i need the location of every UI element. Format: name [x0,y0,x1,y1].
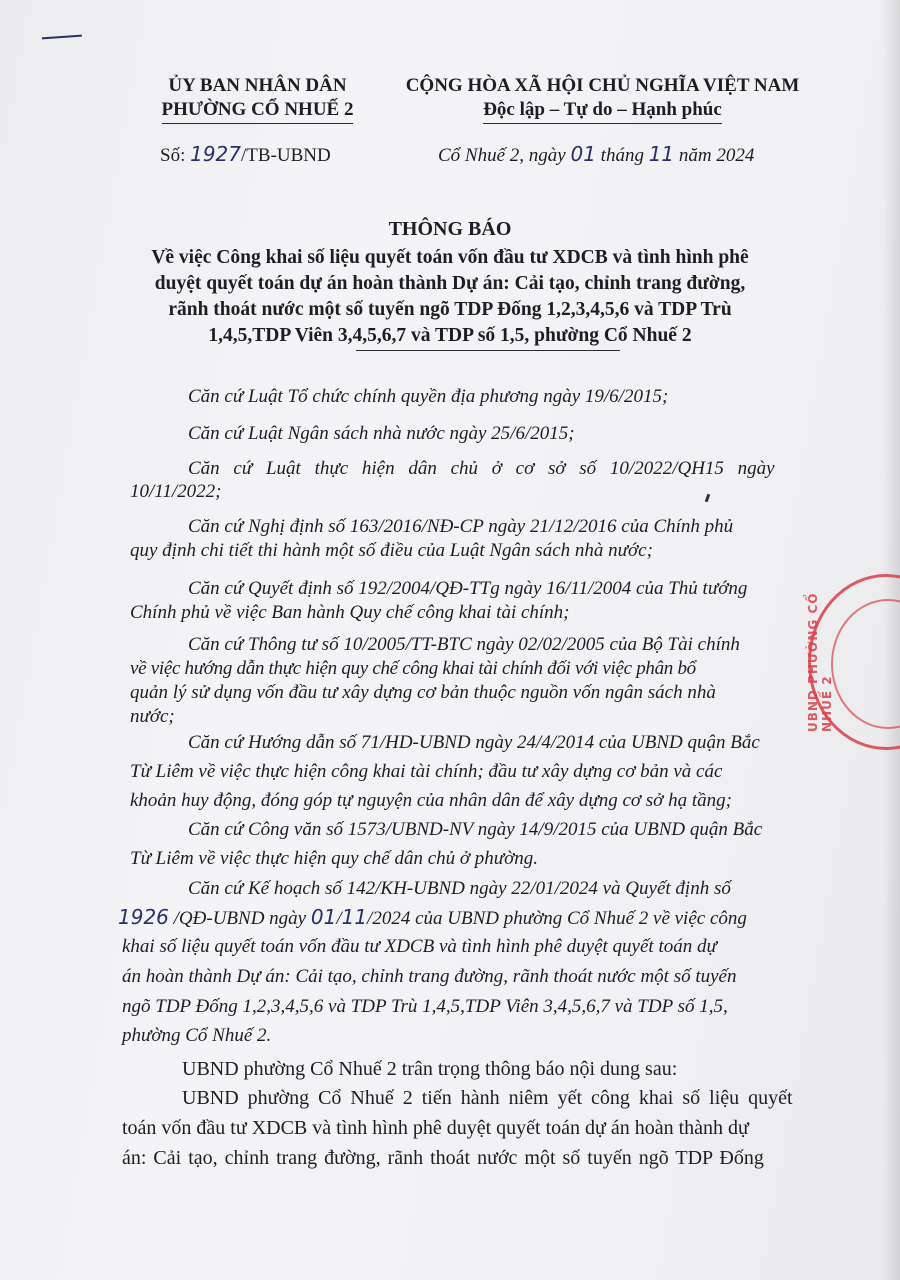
basis-line: Căn cứ Nghị định số 163/2016/NĐ-CP ngày 21/12/2016 của Chính phủ [188,516,734,537]
subtitle-line-2: duyệt quyết toán dự án hoàn thành Dự án: Cải tạo, chỉnh trang đường, [154,273,746,294]
basis-line: Chính phủ về việc Ban hành Quy chế công khai tài chính; [130,602,570,623]
document-title: THÔNG BÁO [388,218,512,240]
basis-line: khoản huy động, đóng góp tự nguyện của nhân dân để xây dựng cơ sở hạ tầng; [130,790,732,811]
state-name: CỘNG HÒA XÃ HỘI CHỦ NGHĨA VIỆT NAM [405,75,800,96]
decision-number-handwritten: 1926 [118,905,169,929]
date-mid: tháng [600,145,644,166]
basis-line: 10/11/2022; [130,481,222,502]
decision-line [118,905,747,930]
basis-cont-line: án hoàn thành Dự án: Cải tạo, chỉnh trang đường, rãnh thoát nước một số tuyến [122,966,737,987]
title-underline [356,350,620,351]
decision-mid: /QĐ-UBND ngày [173,908,307,929]
basis-line: quy định chi tiết thi hành một số điều của Luật Ngân sách nhà nước; [130,540,653,561]
basis-line: về việc hướng dẫn thực hiện quy chế công khai tài chính đối với việc phân bổ [130,658,696,679]
number-prefix: Số: [160,145,186,166]
subtitle-line-3: rãnh thoát nước một số tuyến ngõ TDP Đống 1,2,3,4,5,6 và TDP Trù [168,299,732,320]
subtitle-line-4: 1,4,5,TDP Viên 3,4,5,6,7 và TDP số 1,5, phường Cổ Nhuế 2 [208,325,692,346]
basis-line: Căn cứ Kế hoạch số 142/KH-UBND ngày 22/01/2024 và Quyết định số [188,878,731,899]
document-date [438,142,754,167]
decision-sep: / [336,908,342,929]
notice-line: án: Cải tạo, chỉnh trang đường, rãnh thoát nước một số tuyến ngõ TDP Đống [122,1147,764,1169]
basis-line: Căn cứ Luật Ngân sách nhà nước ngày 25/6/2015; [188,423,575,444]
notice-intro: UBND phường Cổ Nhuế 2 trân trọng thông báo nội dung sau: [182,1058,678,1080]
document-number [160,142,331,167]
stamp-text: UBND PHƯỜNG CỔ NHUẾ 2 [806,592,834,732]
org-ward-text: PHƯỜNG CỔ NHUẾ 2 [162,98,354,124]
decision-tail: /2024 của UBND phường Cổ Nhuế 2 về việc công [367,908,747,929]
date-suffix: năm 2024 [678,145,755,166]
basis-cont-line: khai số liệu quyết toán vốn đầu tư XDCB và tình hình phê duyệt quyết toán dự [122,936,717,957]
pen-mark [42,35,82,44]
basis-line: Căn cứ Luật Tổ chức chính quyền địa phương ngày 19/6/2015; [188,386,669,407]
number-suffix: /TB-UBND [241,145,331,166]
basis-cont-line: phường Cổ Nhuế 2. [122,1025,272,1046]
basis-line: nước; [130,706,175,727]
basis-line: Căn cứ Luật thực hiện dân chủ ở cơ sở số 10/2022/QH15 ngày [188,458,775,479]
basis-line: Căn cứ Công văn số 1573/UBND-NV ngày 14/9/2015 của UBND quận Bắc [188,819,763,840]
subtitle-line-1: Về việc Công khai số liệu quyết toán vốn đầu tư XDCB và tình hình phê [151,247,749,268]
notice-line: toán vốn đầu tư XDCB và tình hình phê duyệt quyết toán dự án hoàn thành dự [122,1117,749,1139]
basis-cont-line: ngõ TDP Đống 1,2,3,4,5,6 và TDP Trù 1,4,5,TDP Viên 3,4,5,6,7 và TDP số 1,5, [122,996,728,1017]
ink-tick [705,494,711,503]
basis-line: Căn cứ Quyết định số 192/2004/QĐ-TTg ngày 16/11/2004 của Thủ tướng [188,578,748,599]
date-prefix: Cổ Nhuế 2, ngày [438,145,566,166]
basis-line: quản lý sử dụng vốn đầu tư xây dựng cơ bản thuộc nguồn vốn ngân sách nhà [130,682,716,703]
basis-line: Từ Liêm về việc thực hiện công khai tài chính; đầu tư xây dựng cơ bản và các [130,761,723,782]
state-motto-text: Độc lập – Tự do – Hạnh phúc [483,98,722,124]
decision-month-handwritten: 11 [341,905,368,929]
basis-line: Từ Liêm về việc thực hiện quy chế dân chủ ở phường. [130,848,539,869]
date-month: 11 [648,142,675,166]
state-motto [390,98,815,124]
notice-line: UBND phường Cổ Nhuế 2 tiến hành niêm yết công khai số liệu quyết [182,1087,793,1109]
basis-line: Căn cứ Thông tư số 10/2005/TT-BTC ngày 02/02/2005 của Bộ Tài chính [188,634,740,655]
date-day: 01 [570,142,596,166]
org-ward [130,98,385,124]
basis-line: Căn cứ Hướng dẫn số 71/HD-UBND ngày 24/4/2014 của UBND quận Bắc [188,732,760,753]
number-handwritten: 1927 [190,142,242,166]
org-name: ỦY BAN NHÂN DÂN [168,75,347,96]
decision-day-handwritten: 01 [310,905,337,929]
